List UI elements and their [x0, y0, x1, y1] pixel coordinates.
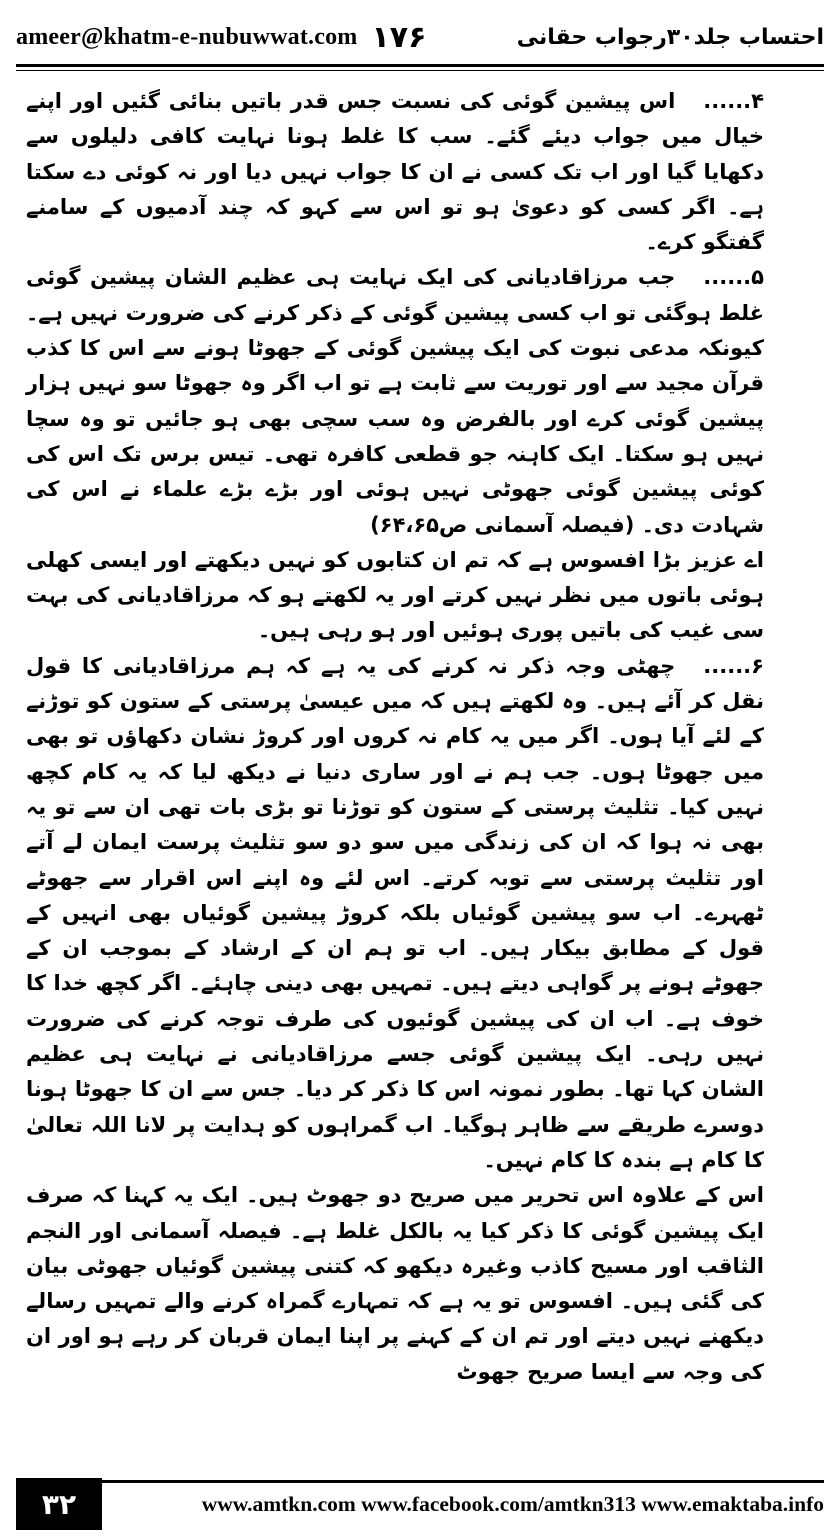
paragraph-final	[26, 1178, 814, 1390]
paragraph-6-text: چھٹی وجہ ذکر نہ کرنے کی یہ ہے کہ ہم مرزاقادیانی کا قول نقل کر آئے ہیں۔ وہ لکھتے ہیں کہ میں عیسیٰ پرستی کے ستون کو توڑنے کے لئے آیا ہوں۔ اگر میں یہ کام نہ کروں اور کروڑ نشان دکھاؤں تو بھی میں جھوٹا ہوں۔ جب ہم نے اور ساری دنیا نے دیکھ لیا کہ یہ کام کچھ نہیں کیا۔ تثلیث پرستی کے ستون کو توڑنا تو بڑی بات تھی ان سے تو یہ بھی نہ ہوا کہ ان کی زندگی میں سو دو سو تثلیث پرست ایمان لے آتے اور تثلیث پرستی سے توبہ کرتے۔ اس لئے وہ اپنے اس اقرار سے جھوٹے ٹھہرے۔ اب سو پیشین گوئیاں بلکہ کروڑ پیشین گوئیاں بھی انہیں کے قول کے مطابق بیکار ہیں۔ اب تو ہم ان کے ارشاد کے بموجب ان کے جھوٹے ہونے پر گواہی دیتے ہیں۔ تمہیں بھی دینی چاہئے۔ اگر کچھ خدا کا خوف ہے۔ اب ان کی پیشین گوئیوں کی طرف توجہ کرنے کی ضرورت نہیں رہی۔ ایک پیشین گوئی جسے مرزاقادیانی نے نہایت ہی عظیم الشان کہا تھا۔ بطور نمونہ اس کا ذکر کر دیا۔ جس سے ان کا جھوٹا ہونا دوسرے طریقے سے ظاہر ہوگیا۔ اب گمراہوں کو ہدایت پر لانا اللہ تعالیٰ کا کام ہے بندہ کا کام نہیں۔	[26, 653, 764, 1172]
header-rule	[16, 64, 824, 67]
paragraph-address	[26, 543, 814, 649]
page-body	[26, 84, 814, 1390]
footer-urls: www.amtkn.com www.facebook.com/amtkn313 www.emaktaba.info	[201, 1492, 824, 1516]
paragraph-4-text: اس پیشین گوئی کی نسبت جس قدر باتیں بنائی گئیں اور اپنے خیال میں جواب دیئے گئے۔ سب کا غلط ہونا نہایت کافی دلیلوں سے دکھایا گیا اور اب تک کسی نے ان کا جواب نہیں دیا اور نہ کوئی دے سکتا ہے۔ اگر کسی کو دعویٰ ہو تو اس سے کہو کہ چند آدمیوں کے سامنے گفتگو کرے۔	[26, 89, 764, 255]
footer-rule	[16, 1480, 824, 1483]
citation: (فیصلہ آسمانی ص۶۴،۶۵)	[370, 512, 635, 537]
item-number-5: ۵......	[703, 265, 764, 290]
header-rule-thin	[16, 70, 824, 71]
footer-page-badge: ۳۲	[16, 1478, 102, 1530]
page-number: ۱۷۶	[371, 19, 427, 55]
header-email: ameer@khatm-e-nubuwwat.com	[16, 23, 358, 50]
item-number-4: ۴......	[703, 89, 764, 113]
paragraph-address-text: اے عزیز بڑا افسوس ہے کہ تم ان کتابوں کو نہیں دیکھتے اور ایسی کھلی ہوئی باتوں میں نظر نہیں کرتے اور یہ لکھتے ہو کہ مرزاقادیانی کی بہت سی غیب کی باتیں پوری ہوئیں اور ہو رہی ہیں۔	[26, 547, 764, 643]
paragraph-final-text: اس کے علاوہ اس تحریر میں صریح دو جھوٹ ہیں۔ ایک یہ کہنا کہ صرف ایک پیشین گوئی کا ذکر کیا یہ بالکل غلط ہے۔ فیصلہ آسمانی اور النجم الثاقب اور مسیح کاذب وغیرہ دیکھو کہ کتنی پیشین گوئیاں جھوٹی بیان کی گئی ہیں۔ افسوس تو یہ ہے کہ تمہارے گمراہ کرنے والے تمہیں رسالے دیکھنے نہیں دیتے اور تم ان کے کہنے پر اپنا ایمان قربان کر رہے ہو اور ان کی وجہ سے ایسا صریح جھوٹ	[26, 1183, 764, 1384]
page-footer	[16, 1478, 824, 1530]
header-left	[16, 20, 426, 55]
paragraph-5	[26, 260, 814, 542]
paragraph-5-text: جب مرزاقادیانی کی ایک نہایت ہی عظیم الشان پیشین گوئی غلط ہوگئی تو اب کسی پیشین گوئی کے ذکر کرنے کی ضرورت نہیں ہے۔ کیونکہ مدعی نبوت کی ایک پیشین گوئی کے جھوٹا ہونے سے اس کا کذب قرآن مجید سے اور توریت سے ثابت ہے تو اب اگر وہ جھوٹا سو نہیں ہزار پیشین گوئی کرے اور بالفرض وہ سب سچی بھی ہو جائیں تو وہ سچا نہیں ہو سکتا۔ ایک کاہنہ جو قطعی کافرہ تھی۔ تیس برس تک اس کی کوئی پیشین گوئی جھوٹی نہیں ہوئی اور بڑے بڑے علماء نے اس کی شہادت دی۔	[26, 265, 764, 537]
paragraph-4	[26, 84, 814, 260]
paragraph-6	[26, 649, 814, 1178]
running-title: احتساب جلد۳۰رجواب حقانی	[516, 24, 824, 50]
item-number-6: ۶......	[703, 653, 764, 678]
page-header	[16, 14, 824, 60]
